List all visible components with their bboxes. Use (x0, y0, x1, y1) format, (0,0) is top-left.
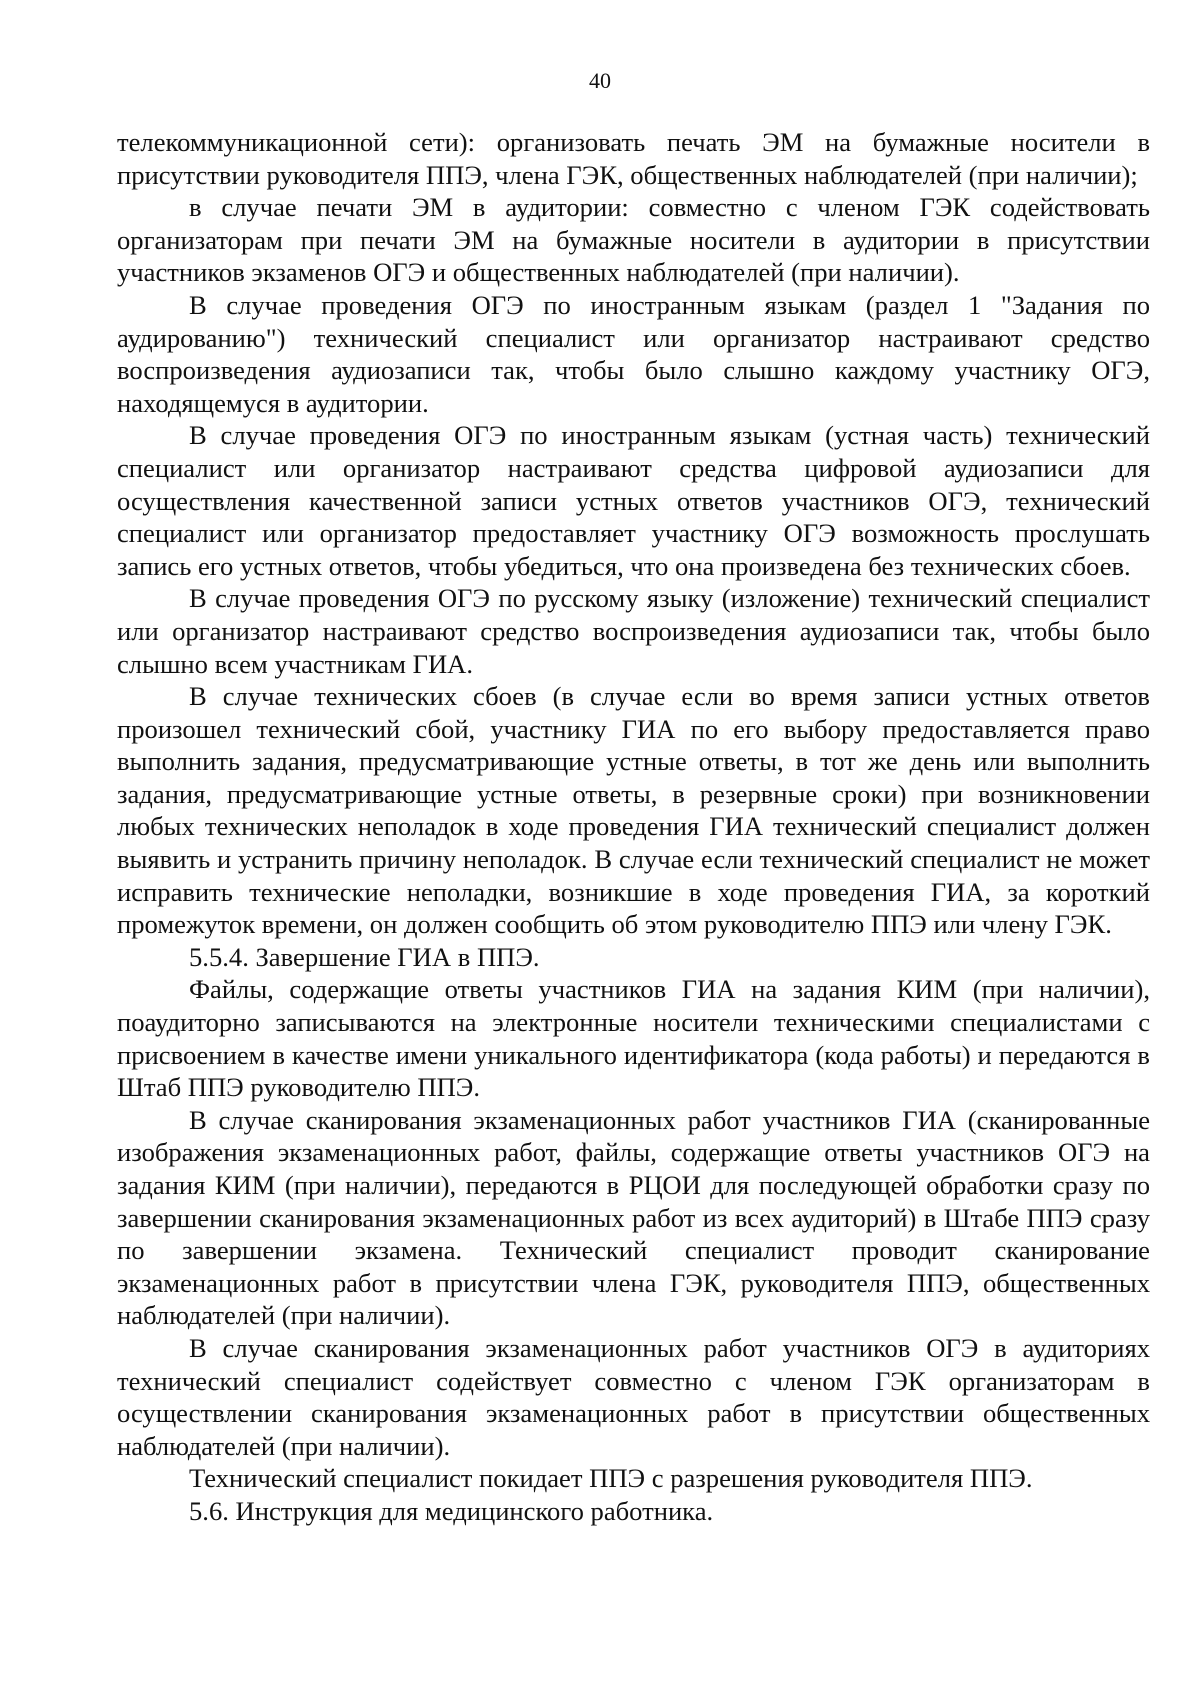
paragraph-2: в случае печати ЭМ в аудитории: совместно с членом ГЭК содействовать организаторам при печати ЭМ на бумажные носители в аудитории в присутствии участников экзаменов ОГЭ и общественных наблюдателей (при наличии). (117, 192, 1150, 288)
section-heading-5-5-4: 5.5.4. Завершение ГИА в ППЭ. (189, 941, 540, 972)
paragraph-11: Технический специалист покидает ППЭ с разрешения руководителя ППЭ. (189, 1463, 1033, 1494)
paragraph-9: В случае сканирования экзаменационных работ участников ГИА (сканированные изображения экзаменационных работ, файлы, содержащие ответы участников ОГЭ на задания КИМ (при наличии), передаются в РЦОИ для последующей обработки сразу по завершении сканирования экзаменационных работ из всех аудиторий) в Штабе ППЭ сразу по завершении экзамена. Технический специалист проводит сканирование экзаменационных работ в присутствии члена ГЭК, руководителя ППЭ, общественных наблюдателей (при наличии). (117, 1104, 1150, 1331)
paragraph-4: В случае проведения ОГЭ по иностранным языкам (устная часть) технический специалист или организатор настраивают средства цифровой аудиозаписи для осуществления качественной записи устных ответов участников ОГЭ, технический специалист или организатор предоставляет участнику ОГЭ возможность прослушать запись его устных ответов, чтобы убедиться, что она произведена без технических сбоев. (117, 420, 1150, 581)
paragraph-1: телекоммуникационной сети): организовать печать ЭМ на бумажные носители в присутствии руководителя ППЭ, члена ГЭК, общественных наблюдателей (при наличии); (117, 127, 1150, 190)
paragraph-5: В случае проведения ОГЭ по русскому языку (изложение) технический специалист или организатор настраивают средство воспроизведения аудиозаписи так, чтобы было слышно всем участникам ГИА. (117, 583, 1150, 679)
paragraph-10: В случае сканирования экзаменационных работ участников ОГЭ в аудиториях технический специалист содействует совместно с членом ГЭК организаторам в осуществлении сканирования экзаменационных работ в присутствии общественных наблюдателей (при наличии). (117, 1332, 1150, 1461)
document-body (117, 126, 1150, 1528)
paragraph-3: В случае проведения ОГЭ по иностранным языкам (раздел 1 "Задания по аудированию") технический специалист или организатор настраивают средство воспроизведения аудиозаписи так, чтобы было слышно каждому участнику ОГЭ, находящемуся в аудитории. (117, 289, 1150, 418)
section-heading-5-6: 5.6. Инструкция для медицинского работника. (189, 1495, 714, 1526)
page-number: 40 (589, 68, 611, 93)
paragraph-6: В случае технических сбоев (в случае если во время записи устных ответов произошел технический сбой, участнику ГИА по его выбору предоставляется право выполнить задания, предусматривающие устные ответы, в тот же день или выполнить задания, предусматривающие устные ответы, в резервные сроки) при возникновении любых технических неполадок в ходе проведения ГИА технический специалист должен выявить и устранить причину неполадок. В случае если технический специалист не может исправить технические неполадки, возникшие в ходе проведения ГИА, за короткий промежуток времени, он должен сообщить об этом руководителю ППЭ или члену ГЭК. (117, 681, 1150, 940)
paragraph-8: Файлы, содержащие ответы участников ГИА на задания КИМ (при наличии), поаудиторно записываются на электронные носители техническими специалистами с присвоением в качестве имени уникального идентификатора (кода работы) и передаются в Штаб ППЭ руководителю ППЭ. (117, 974, 1150, 1103)
